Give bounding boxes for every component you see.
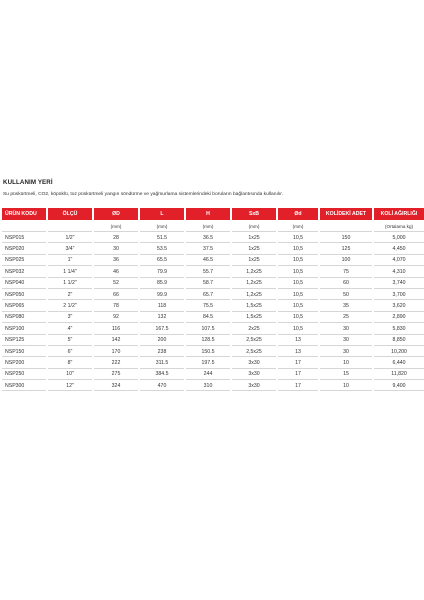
header-sxb: SxB bbox=[232, 208, 276, 220]
cell-box-weight: 3,700 bbox=[374, 290, 424, 300]
cell-box-quantity: 30 bbox=[320, 324, 372, 334]
cell-size: 1" bbox=[48, 256, 92, 266]
cell-box-quantity: 10 bbox=[320, 381, 372, 391]
cell-sxb: 3x30 bbox=[232, 370, 276, 380]
cell-length: 200 bbox=[140, 336, 184, 346]
cell-box-quantity: 75 bbox=[320, 267, 372, 277]
cell-height: 75.5 bbox=[186, 301, 230, 311]
cell-inner-diameter: 17 bbox=[278, 358, 318, 368]
unit-cell bbox=[2, 221, 46, 232]
cell-product-code: NSP032 bbox=[2, 267, 46, 277]
cell-product-code: NSP200 bbox=[2, 358, 46, 368]
cell-product-code: NSP250 bbox=[2, 370, 46, 380]
cell-box-weight: 8,850 bbox=[374, 336, 424, 346]
header-outer-diameter: ØD bbox=[94, 208, 138, 220]
cell-outer-diameter: 28 bbox=[94, 233, 138, 243]
unit-cell bbox=[320, 221, 372, 232]
cell-outer-diameter: 30 bbox=[94, 244, 138, 254]
cell-inner-diameter: 10,5 bbox=[278, 279, 318, 289]
unit-cell: (Ortalama kg) bbox=[374, 221, 424, 232]
cell-length: 384.5 bbox=[140, 370, 184, 380]
cell-outer-diameter: 324 bbox=[94, 381, 138, 391]
table-row bbox=[2, 370, 424, 380]
header-height: H bbox=[186, 208, 230, 220]
unit-cell: (mm) bbox=[232, 221, 276, 232]
cell-outer-diameter: 92 bbox=[94, 313, 138, 323]
cell-length: 238 bbox=[140, 347, 184, 357]
cell-product-code: NSP080 bbox=[2, 313, 46, 323]
cell-box-quantity: 60 bbox=[320, 279, 372, 289]
table-header-row bbox=[2, 208, 424, 220]
section-description: Su püskürtmeli, CO2, köpüklü, toz püskürtmeli yangın söndürme ve yağmurlama sistemlerindeki boruların bağlantısında kullanılır. bbox=[3, 192, 283, 197]
cell-box-weight: 5,830 bbox=[374, 324, 424, 334]
table-row bbox=[2, 256, 424, 266]
header-box-quantity: KOLİDEKİ ADET bbox=[320, 208, 372, 220]
cell-box-weight: 2,890 bbox=[374, 313, 424, 323]
cell-outer-diameter: 116 bbox=[94, 324, 138, 334]
table-units-row bbox=[2, 221, 424, 232]
unit-cell: (mm) bbox=[94, 221, 138, 232]
cell-length: 118 bbox=[140, 301, 184, 311]
cell-product-code: NSP125 bbox=[2, 336, 46, 346]
cell-height: 107.5 bbox=[186, 324, 230, 334]
unit-cell: (mm) bbox=[140, 221, 184, 232]
cell-outer-diameter: 46 bbox=[94, 267, 138, 277]
cell-product-code: NSP050 bbox=[2, 290, 46, 300]
cell-box-weight: 11,820 bbox=[374, 370, 424, 380]
unit-cell bbox=[48, 221, 92, 232]
cell-box-quantity: 150 bbox=[320, 233, 372, 243]
cell-product-code: NSP040 bbox=[2, 279, 46, 289]
table-row bbox=[2, 267, 424, 277]
cell-height: 310 bbox=[186, 381, 230, 391]
table-row bbox=[2, 347, 424, 357]
cell-inner-diameter: 10,5 bbox=[278, 313, 318, 323]
cell-product-code: NSP015 bbox=[2, 233, 46, 243]
cell-length: 311.5 bbox=[140, 358, 184, 368]
cell-inner-diameter: 10,5 bbox=[278, 324, 318, 334]
cell-product-code: NSP300 bbox=[2, 381, 46, 391]
cell-size: 3" bbox=[48, 313, 92, 323]
table-row bbox=[2, 336, 424, 346]
cell-size: 10" bbox=[48, 370, 92, 380]
cell-size: 5" bbox=[48, 336, 92, 346]
section-title: KULLANIM YERİ bbox=[3, 179, 53, 186]
cell-outer-diameter: 52 bbox=[94, 279, 138, 289]
cell-product-code: NSP065 bbox=[2, 301, 46, 311]
cell-outer-diameter: 78 bbox=[94, 301, 138, 311]
cell-sxb: 1x25 bbox=[232, 244, 276, 254]
cell-inner-diameter: 10,5 bbox=[278, 233, 318, 243]
cell-box-quantity: 30 bbox=[320, 347, 372, 357]
cell-length: 132 bbox=[140, 313, 184, 323]
header-box-weight: KOLİ AĞIRLIĞI bbox=[374, 208, 424, 220]
cell-sxb: 1,5x25 bbox=[232, 301, 276, 311]
cell-sxb: 2,5x25 bbox=[232, 347, 276, 357]
cell-length: 53.5 bbox=[140, 244, 184, 254]
cell-size: 4" bbox=[48, 324, 92, 334]
cell-box-quantity: 10 bbox=[320, 358, 372, 368]
cell-length: 65.5 bbox=[140, 256, 184, 266]
cell-sxb: 3x30 bbox=[232, 358, 276, 368]
cell-box-weight: 6,440 bbox=[374, 358, 424, 368]
cell-box-weight: 4,070 bbox=[374, 256, 424, 266]
cell-box-quantity: 30 bbox=[320, 336, 372, 346]
cell-product-code: NSP100 bbox=[2, 324, 46, 334]
cell-height: 46.5 bbox=[186, 256, 230, 266]
cell-inner-diameter: 17 bbox=[278, 381, 318, 391]
cell-box-quantity: 125 bbox=[320, 244, 372, 254]
cell-outer-diameter: 222 bbox=[94, 358, 138, 368]
cell-size: 1/2" bbox=[48, 233, 92, 243]
cell-product-code: NSP025 bbox=[2, 256, 46, 266]
cell-product-code: NSP150 bbox=[2, 347, 46, 357]
cell-inner-diameter: 10,5 bbox=[278, 244, 318, 254]
cell-height: 128.5 bbox=[186, 336, 230, 346]
cell-box-weight: 10,200 bbox=[374, 347, 424, 357]
cell-inner-diameter: 17 bbox=[278, 370, 318, 380]
header-inner-diameter: Ød bbox=[278, 208, 318, 220]
cell-size: 1 1/4" bbox=[48, 267, 92, 277]
cell-inner-diameter: 10,5 bbox=[278, 290, 318, 300]
cell-height: 150.5 bbox=[186, 347, 230, 357]
cell-inner-diameter: 10,5 bbox=[278, 267, 318, 277]
cell-box-quantity: 15 bbox=[320, 370, 372, 380]
table-row bbox=[2, 313, 424, 323]
cell-height: 55.7 bbox=[186, 267, 230, 277]
cell-length: 167.5 bbox=[140, 324, 184, 334]
header-product-code: ÜRÜN KODU bbox=[2, 208, 46, 220]
cell-sxb: 1,5x25 bbox=[232, 313, 276, 323]
cell-box-weight: 5,000 bbox=[374, 233, 424, 243]
table-row bbox=[2, 290, 424, 300]
cell-box-quantity: 25 bbox=[320, 313, 372, 323]
cell-box-weight: 9,400 bbox=[374, 381, 424, 391]
cell-inner-diameter: 13 bbox=[278, 347, 318, 357]
cell-height: 84.5 bbox=[186, 313, 230, 323]
cell-sxb: 1,2x25 bbox=[232, 290, 276, 300]
table-row bbox=[2, 244, 424, 254]
cell-box-weight: 3,620 bbox=[374, 301, 424, 311]
cell-sxb: 2,5x25 bbox=[232, 336, 276, 346]
table-row bbox=[2, 233, 424, 243]
unit-cell: (mm) bbox=[186, 221, 230, 232]
cell-height: 244 bbox=[186, 370, 230, 380]
cell-sxb: 3x30 bbox=[232, 381, 276, 391]
cell-size: 3/4" bbox=[48, 244, 92, 254]
cell-box-quantity: 35 bbox=[320, 301, 372, 311]
cell-outer-diameter: 66 bbox=[94, 290, 138, 300]
cell-sxb: 1x25 bbox=[232, 256, 276, 266]
cell-height: 197.5 bbox=[186, 358, 230, 368]
cell-outer-diameter: 36 bbox=[94, 256, 138, 266]
cell-length: 470 bbox=[140, 381, 184, 391]
table-row bbox=[2, 381, 424, 391]
cell-length: 85.9 bbox=[140, 279, 184, 289]
cell-sxb: 1,2x25 bbox=[232, 267, 276, 277]
cell-size: 1 1/2" bbox=[48, 279, 92, 289]
table-row bbox=[2, 301, 424, 311]
cell-box-weight: 4,450 bbox=[374, 244, 424, 254]
cell-height: 36.5 bbox=[186, 233, 230, 243]
cell-size: 2 1/2" bbox=[48, 301, 92, 311]
cell-length: 99.9 bbox=[140, 290, 184, 300]
cell-inner-diameter: 13 bbox=[278, 336, 318, 346]
cell-size: 6" bbox=[48, 347, 92, 357]
cell-box-quantity: 100 bbox=[320, 256, 372, 266]
cell-product-code: NSP020 bbox=[2, 244, 46, 254]
table-row bbox=[2, 279, 424, 289]
header-size: ÖLÇÜ bbox=[48, 208, 92, 220]
cell-length: 79.9 bbox=[140, 267, 184, 277]
cell-box-weight: 4,310 bbox=[374, 267, 424, 277]
cell-sxb: 1x25 bbox=[232, 233, 276, 243]
cell-length: 51.5 bbox=[140, 233, 184, 243]
spec-table bbox=[0, 207, 424, 392]
cell-size: 2" bbox=[48, 290, 92, 300]
cell-sxb: 2x25 bbox=[232, 324, 276, 334]
cell-inner-diameter: 10,5 bbox=[278, 256, 318, 266]
cell-inner-diameter: 10,5 bbox=[278, 301, 318, 311]
table-row bbox=[2, 358, 424, 368]
cell-size: 12" bbox=[48, 381, 92, 391]
cell-size: 8" bbox=[48, 358, 92, 368]
cell-height: 58.7 bbox=[186, 279, 230, 289]
cell-sxb: 1,2x25 bbox=[232, 279, 276, 289]
header-length: L bbox=[140, 208, 184, 220]
cell-height: 37.5 bbox=[186, 244, 230, 254]
table-row bbox=[2, 324, 424, 334]
cell-outer-diameter: 142 bbox=[94, 336, 138, 346]
cell-height: 65.7 bbox=[186, 290, 230, 300]
cell-box-quantity: 50 bbox=[320, 290, 372, 300]
cell-box-weight: 3,740 bbox=[374, 279, 424, 289]
unit-cell: (mm) bbox=[278, 221, 318, 232]
cell-outer-diameter: 275 bbox=[94, 370, 138, 380]
cell-outer-diameter: 170 bbox=[94, 347, 138, 357]
